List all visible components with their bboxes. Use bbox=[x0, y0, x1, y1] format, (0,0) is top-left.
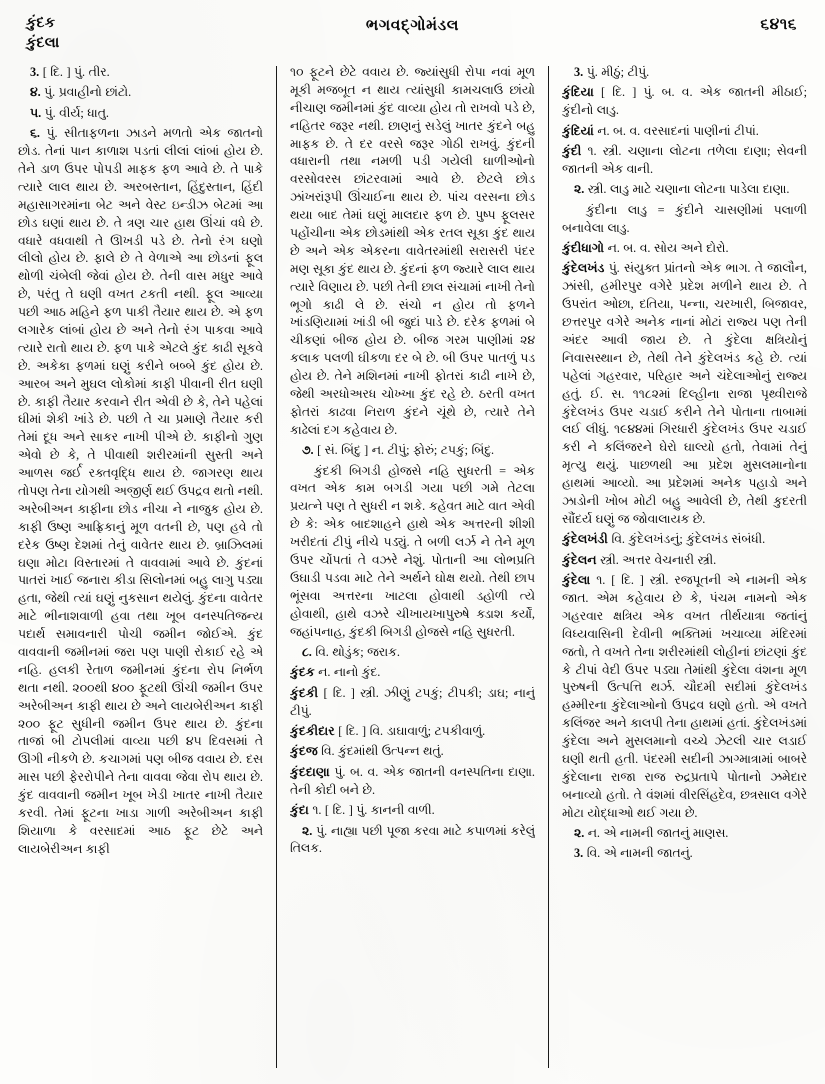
entry-definition: ન. બ. વ. વરસાદનાં પાણીનાં ટીપાં. bbox=[593, 123, 759, 138]
sense-number: ૬. bbox=[30, 126, 40, 141]
dictionary-entry bbox=[290, 764, 535, 800]
sense-body bbox=[562, 181, 807, 199]
dictionary-entry bbox=[290, 664, 535, 682]
sense-number: 3. bbox=[574, 65, 584, 79]
sense-text: વિ. થોડુંક; જરાક. bbox=[311, 645, 400, 659]
entry-headword: કુંદજ bbox=[290, 744, 318, 759]
catchword-last: કુંદલા bbox=[26, 34, 60, 51]
entry-definition: ન. બ. વ. સોય અને દોરો. bbox=[604, 241, 729, 256]
sense-text: ન. એ નામની જાતનું માણસ. bbox=[584, 826, 729, 841]
sense-body bbox=[18, 84, 263, 102]
sense-body bbox=[290, 823, 535, 859]
sense-text: [ સં. બિંદુ ] ન. ટીપું; ફોરું; ટપકું; બિંદુ. bbox=[313, 443, 495, 458]
entry-body bbox=[562, 240, 807, 258]
sense-block bbox=[290, 644, 535, 662]
sense-body bbox=[562, 845, 807, 863]
text-column-1 bbox=[18, 64, 263, 1072]
sense-text: [ દિ. ] પું. તીર. bbox=[39, 65, 110, 79]
entry-headword: કુંદેલન bbox=[562, 552, 597, 567]
entry-body bbox=[290, 743, 535, 761]
catchword-first: કુંદક bbox=[26, 15, 56, 31]
sense-body bbox=[562, 64, 807, 82]
entry-headword: કુંદેલખંડી bbox=[562, 532, 608, 547]
entry-definition: ૧. સ્ત્રી. ચણાના લોટના તળેલા દાણા; સેવની જાતની એક વાની. bbox=[562, 144, 807, 176]
entry-headword: કુંદી bbox=[562, 144, 582, 159]
entry-body bbox=[290, 664, 535, 682]
sense-block bbox=[562, 64, 807, 82]
continued-paragraph bbox=[290, 64, 535, 440]
dictionary-entry bbox=[562, 260, 807, 528]
sense-body bbox=[18, 105, 263, 123]
entry-headword: કુંદદાણા bbox=[290, 764, 330, 779]
sense-text: સ્ત્રી. લાડુ માટે ચણાના લોટના પાડેલા દાણા. bbox=[584, 182, 790, 197]
sense-body bbox=[18, 64, 263, 82]
entry-body bbox=[562, 572, 807, 822]
sense-body bbox=[562, 825, 807, 843]
sense-block bbox=[562, 825, 807, 843]
sense-block bbox=[562, 845, 807, 863]
entry-definition: સ્ત્રી. અત્તર વેચનારી સ્ત્રી. bbox=[596, 552, 717, 567]
entry-headword: કુંદા bbox=[290, 803, 309, 818]
entry-definition: ન. નાનો કુંદ. bbox=[314, 665, 381, 680]
dictionary-entry bbox=[290, 743, 535, 761]
idiom-block bbox=[290, 463, 535, 642]
sense-text: પું. મીઠું; ટીપું. bbox=[583, 65, 650, 79]
entry-body bbox=[562, 143, 807, 179]
entry-headword: કુંદકી bbox=[290, 685, 319, 700]
sense-text: પું. નાહ્યા પછી પૂજા કરવા માટે કપાળમાં કરેલું તિલક. bbox=[290, 823, 535, 856]
entry-definition: [ દિ. ] વિ. ડાઘાવાળું; ટપકીવાળું. bbox=[334, 724, 486, 739]
sense-text: પું. પ્રવાહીનો છાંટો. bbox=[40, 85, 132, 100]
entry-headword: કુંદીધાગો bbox=[562, 241, 605, 256]
sense-number: 3. bbox=[574, 846, 584, 861]
entry-definition: વિ. કુંદમાંથી ઉત્પન્ન થતું. bbox=[317, 744, 444, 759]
sense-number: ૭. bbox=[302, 443, 314, 458]
sense-block bbox=[290, 823, 535, 859]
idiom-text: કુંદીના લાડુ = કુંદીને ચાસણીમાં પલાળી બનાવેલા લાડુ. bbox=[562, 202, 807, 235]
sense-body bbox=[290, 644, 535, 662]
sense-block bbox=[18, 64, 263, 82]
book-title: ભગવદ્ગોમંડલ bbox=[365, 17, 460, 34]
sense-number: 3. bbox=[30, 65, 40, 79]
entry-body bbox=[562, 531, 807, 549]
sense-number: ૪. bbox=[30, 85, 41, 100]
sense-number: ૮. bbox=[302, 645, 312, 659]
text-column-3 bbox=[562, 64, 807, 1072]
entry-headword: કુંદિયાં bbox=[562, 123, 594, 138]
page-number: ૬૪૧૬ bbox=[760, 16, 797, 33]
sense-number: ૨. bbox=[302, 823, 313, 838]
dictionary-entry bbox=[562, 531, 807, 549]
running-head bbox=[22, 14, 803, 62]
entry-body bbox=[562, 552, 807, 570]
column-rule-1 bbox=[276, 66, 277, 1068]
dictionary-entry bbox=[562, 84, 807, 120]
entry-body bbox=[290, 764, 535, 800]
dictionary-entry bbox=[562, 143, 807, 179]
entry-headword: કુંદેલા bbox=[562, 573, 591, 588]
continued-text: ૧૦ ફૂટને છેટે વવાય છે. જ્યાંસુધી રોપા નવાં મૂળ મૂકી મજબૂત ન થાય ત્યાંસુધી કામચલાઉ છાંયો નીચાણ જમીનમાં કુંદ વાવ્યા હોય તો રાખવો પડે છે, નહિતર જરૂર નથી. છાણનું સડેલું ખાતર કુંદને બહુ માફક છે. તે દર વરસે જરૂર ગોઠી રાખવું. કુંદની વધારાની તથા નમળી પડી ગયેલી ઘાળીઓનો વરસોવરસ છાંટરવામાં આવે છે. છેટલે છોડ ઝાંખરાંરૂપી ઊંચાઈના થાય છે. પાંચ વરસના છોડ થયા બાદ તેમાં ઘણું માલદાર ફળ છે. પુષ્પ ફૂલસર પહોંચીના એક છોડમાંથી એક રતલ સૂકા કુંદ થાય છે અને એક એકરના વાવેતરમાંથી સરાસરી પંદર મણ સૂકા કુંદ થાય છે. કુંદનાં ફળ જ્યારે લાલ થાય ત્યારે વિણાય છે. પછી તેની છાલ સંચામાં નાખી તેનો ભૂગો કાઢી લે છે. સંચો ન હોય તો ફળને ખાંડણિયામાં ખાંડી બી જુદાં પાડે છે. દરેક ફળમાં બે ચીકણાં બીજ હોય છે. બીજ ગરમ પાણીમાં ૨૪ કલાક પલળી ઘીકળા દર બે છે. બી ઉપર પાતળું પડ હોય છે. તેને મશિનમાં નાખી ફોતરાં કાઢી નાખે છે, જેથી અરધોઅરધ ચોખ્ખા કુંદ રહે છે. ઠરતી વખત ફોતરાં કાઢવા નિરાળ કુંદને ચૂંથે છે, ત્યારે તેને કાઢેલાં દગ કહેવાય છે. bbox=[290, 65, 535, 437]
entry-headword: કુંદેલખંડ bbox=[562, 261, 605, 276]
sense-number: ૨. bbox=[574, 826, 585, 841]
entry-definition: પું. સંયુક્ત પ્રાંતનો એક ભાગ. તે જાલૌન, ઝાંસી, હમીરપુર વગેરે પ્રદેશ મળીને થાય છે. તે ઉપરાંત ઓછા, દતિયા, પન્ના, ચરખારી, બિજાવર, છત્તરપુર વગેરે અનેક નાનાં મોટાં રાજ્ય પણ તેની અંદર આવી જાય છે. તે કુંદેલા ક્ષત્રિયોનું નિવાસસ્થાન છે, તેથી તેને કુંદેલખંડ કહે છે. ત્યાં પહેલાં ગહરવાર, પરિહાર અને ચંદેલાઓનું રાજ્ય હતું. ઈ. સ. ૧૧૮૨માં દિલ્હીના રાજા પૃથ્વીરાજે કુંદેલખંડ ઉપર ચડાઈ કરીને તેને પોતાના તાબામાં લઈ લીધું. ૧૯૪૪માં ગિરધારી કુંદેલખંડ ઉપર ચડાઈ કરી ને કલિંજરને ઘેરો ઘાલ્યો હતો, તેવામાં તેનું મૃત્યુ થયું. પાછળથી આ પ્રદેશ મુસલમાનોના હાથમાં આવ્યો. આ પ્રદેશમાં અનેક પહાડો અને ઝાડોની ખોબ મોટી બહુ આવેલી છે, તેથી કુદરતી સૌંદર્ય ઘણું જ જોવાલાયક છે. bbox=[562, 261, 807, 526]
dictionary-entry bbox=[290, 723, 535, 741]
entry-definition: ૧. [ દિ. ] સ્ત્રી. રજપૂતની એ નામની એક જાત. એમ કહેવાય છે કે, પંચમ નામનો એક ગહરવાર ક્ષત્રિય એક વખત તીર્થયાત્રા જતાંનું વિધ્યવાસિની દેવીની ભક્તિમાં ખચાવ્યા મંદિરમાં જતો, તે વખતે તેના શરીરમાંથી લોહીનાં છાંટણાં કુંદ કે ટીપાં વેદી ઉપર પડ્યા તેમાંથી કુંદેલા વંશના મૂળ પુરુષની ઉત્પત્તિ થર્ઝ. ચૌદમી સદીમાં કુંદેલખંડ હમ્મીરના કુંદેલાઓનો ઉપદ્રવ ઘણો હતો. એ વખતે કલિંજર અને કાલપી તેના હાથમાં હતાં. કુંદેલખંડમાં કુંદેલા અને મુસલમાનો વચ્ચે ઝેટલી ચાર લડાઈ ઘણી થતી હતી. પંદરમી સદીની ઝાગ્માત્રામાં બાબરે કુંદેલાના રાજા રાજ રુદ્રપ્રતાપે પોતાનો ઝમેદાર બનાવ્યો હતો. તે વંશમાં વીરસિંહદેવ, છત્રસાલ વગેરે મોટા યોદ્ધાઓ થઈ ગયા છે. bbox=[562, 573, 807, 820]
entry-body bbox=[290, 685, 535, 721]
sense-text: વિ. એ નામની જાતનું. bbox=[583, 846, 693, 861]
sense-text: પું. સીતાફળના ઝાડને મળતો એક જાતનો છોડ. તેનાં પાન કાળાશ પડતાં લીલાં લાંબાં હોય છે. તેને ડાળ ઉપર પોપડી માફક ફળ આવે છે. તે પાકે ત્યારે લાલ થાય છે. અરબસ્તાન, હિંદુસ્તાન, હિંદી મહાસાગરમાંના બેટ અને વેસ્ટ ઇન્ડીઝ બેટમાં આ છોડ ઘણાં થાય છે. તે ત્રણ ચાર હાથ ઊંચાં વધે છે. વધારે વધવાથી તે ઊખડી પડે છે. તેનો રંગ ઘણો લીલો હોય છે. ફાલે છે તે વેળાએ આ છોડનાં ફૂલ થોળી ચંબેલી જેવાં હોય છે. તેની વાસ મધુર આવે છે, પરંતુ તે ઘણી વખત ટકતી નથી. ફૂલ આવ્યા પછી આઠ મહિને ફળ પાકી તૈયાર થાય છે. એ ફળ લગારેક લાંબાં હોય છે અને તેનો રંગ પાકવા આવે ત્યારે રાતો થાય છે. ફળ પાકે એટલે કુંદ કાઢી સૂકવે છે. અકેકા ફળમાં ઘણું કરીને બબ્બે કુંદ હોય છે. આરબ અને મુઘલ લોકોમાં કાફી પીવાની રીત ઘણી છે. કાફી તૈયાર કરવાને રીત એવી છે કે, તેને પહેલાં ઘીમાં શેકી ખાંડે છે. પછી તે ચા પ્રમાણે તૈયાર કરી તેમાં દૂધ અને સાકર નાખી પીએ છે. કાફીનો ગુણ એવો છે કે, તે પીવાથી શરીરમાંની સુસ્તી અને આળસ જર્ઈ રક્તવૃદ્ધિ થાય છે. જાગરણ થાય તોપણ તેના યોગથી અજીર્ણ થઈ ઉપદ્રવ થતો નથી. અરેબીઅન કાફીના છોડ નીચા ને નાજુક હોય છે. કાફી ઉષ્ણ આફ્રિકાનું મૂળ વતની છે, પણ હવે તો દરેક ઉષ્ણ દેશમાં તેનું વાવેતર થાય છે. બ્રાઝિલમાં ઘણા મોટા વિસ્તારમાં તે વાવવામાં આવે છે. કુંદનાં પાતરાં ખાઈ જનારા કીડા સિલોનમાં બહુ લાગુ પડ્યા હતા, જેથી ત્યાં ઘણું નુકસાન થયેલું. કુંદના વાવેતર માટે ભીનાશવાળી હવા તથા ખૂબ વનસ્પતિજન્ય પદાર્થ સમાવનારી પોચી જમીન જોઈએ. કુંદ વાવવાની જમીનમાં જરા પણ પાણી રોકાઈ રહે એ નહિ. હલકી રેતાળ જમીનમાં કુંદના રોપ નિર્ભળ થતા નથી. ૨૦૦થી ૪૦૦ ફૂટથી ઊંચી જમીન ઉપર અરેબીઅન કાફી થાય છે અને લાયબેરીઅન કાફી ૨૦૦ ફૂટ સુધીની જમીન ઉપર થાય છે. કુંદના તાજાં બી ટોપલીમાં વાવ્યા પછી ૪૫ દિવસમાં તે ઊગી નીકળે છે. કચાગમાં પણ બીજ વવાય છે. દસ માસ પછી ફેરરોપીને તેના વાવવા જેવા રોપ થાય છે. કુંદ વાવવાની જમીન ખૂબ ખેડી ખાતર નાખી તૈયાર કરવી. તેમાં ફૂટના ખાડા ગાળી અરેબીઅન કાફી શિયાળા કે વરસાદમાં આઠ ફૂટ છેટે અને લાયબેરીઅન કાફી bbox=[18, 126, 263, 856]
dictionary-entry bbox=[290, 802, 535, 820]
dictionary-entry bbox=[562, 123, 807, 141]
idiom-block bbox=[562, 202, 807, 238]
entry-headword: કુંદિયા bbox=[562, 85, 594, 100]
dictionary-entry bbox=[562, 572, 807, 822]
entry-body bbox=[562, 123, 807, 141]
entry-definition: [ દિ. ] સ્ત્રી. ઝીણું ટપકું; ટીપકી; ડાઘ; નાનું ટીપું. bbox=[290, 685, 535, 718]
sense-number: ૫. bbox=[30, 105, 42, 120]
entry-body bbox=[290, 802, 535, 820]
sense-body bbox=[18, 125, 263, 859]
sense-body bbox=[290, 442, 535, 460]
sense-block bbox=[18, 125, 263, 859]
sense-block bbox=[18, 105, 263, 123]
sense-block bbox=[290, 442, 535, 460]
sense-number: ૨. bbox=[574, 182, 585, 197]
entry-definition: પું. બ. વ. એક જાતની વનસ્પતિના દાણા. તેની કોદી બને છે. bbox=[290, 764, 535, 797]
sense-block bbox=[18, 84, 263, 102]
column-container bbox=[18, 64, 807, 1072]
entry-headword: કુંદક bbox=[290, 665, 315, 680]
idiom-text: કુંદકી બિગડી હોજસે નહિ સુધરતી = એક વખત એક કામ બગડી ગયા પછી ગમે તેટલા પ્રયત્ને પણ તે સુધરી ન શકે. કહેવત માટે વાત એવી છે કે: એક બાદશાહને હાથે એક અત્તરની શીશી ખરીદતાં ટીપું નીચે પડ્યું. તે બળી લર્ઝ ને તેને મૂળ ઉપર ચોંપતાં તે વઝરે નેશું. પોતાની આ લોભપ્રતિ ઉઘાડી પડવા માટે તેને અર્થને ઘોક્ષ થયો. તેથી છાપ ભૂંસવા અત્તરના ખાટલા હોવાથી ડહોળી ત્યે હોવાથી, હાથે વઝરે ચીખાયખાપુરુષે ક્ડાશ કર્યોં, જહાંપનાહ, કુંદકી બિગડી હોજસે નહિ સુધરતી. bbox=[290, 463, 535, 639]
entry-definition: ૧. [ દિ. ] પું. કાનની વાળી. bbox=[308, 803, 435, 818]
entry-definition: [ દિ. ] પું. બ. વ. એક જાતની મીઠાઈ; કુંદીનો લાડુ. bbox=[562, 85, 807, 118]
entry-body bbox=[562, 84, 807, 120]
sense-text: પું. વીર્ય; ધાતુ. bbox=[41, 105, 109, 120]
text-column-2 bbox=[290, 64, 535, 1072]
entry-headword: કુંદકીદાર bbox=[290, 724, 335, 739]
entry-definition: વિ. કુંદેલખંડનું; કુંદેલખંડ સંબંધી. bbox=[607, 532, 766, 547]
dictionary-entry bbox=[290, 685, 535, 721]
dictionary-entry bbox=[562, 240, 807, 258]
dictionary-entry bbox=[562, 552, 807, 570]
entry-body bbox=[562, 260, 807, 528]
entry-body bbox=[290, 723, 535, 741]
column-rule-2 bbox=[548, 66, 549, 1068]
sense-block bbox=[562, 181, 807, 199]
